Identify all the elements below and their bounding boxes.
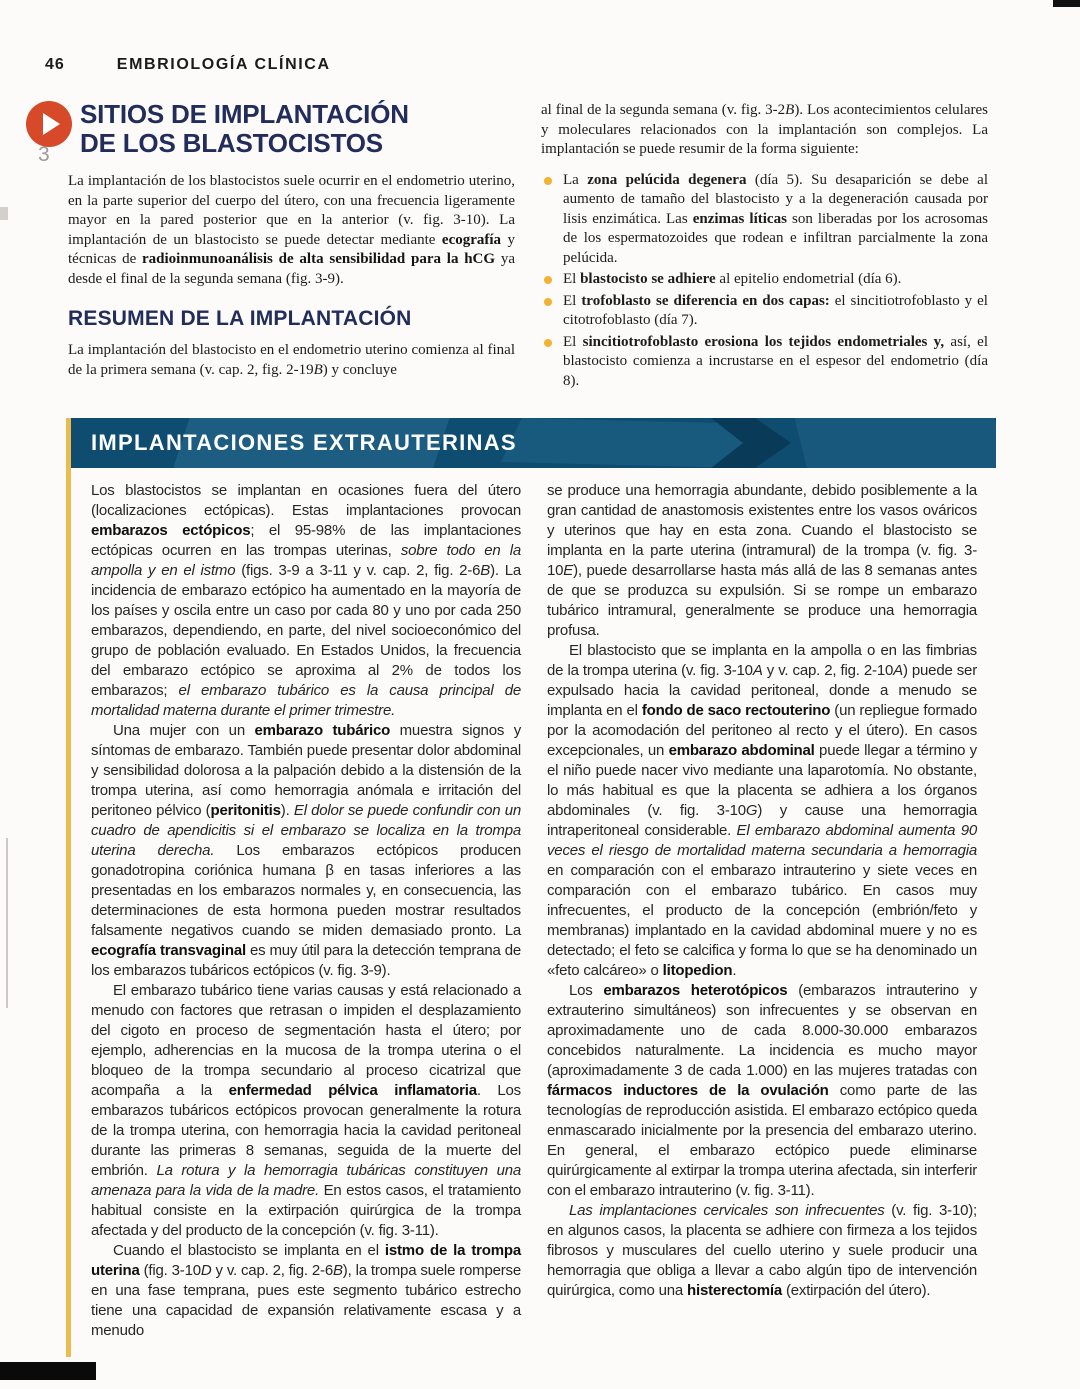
scan-mark-top-right: [1053, 0, 1080, 7]
section-title-summary: RESUMEN DE LA IMPLANTACIÓN: [68, 307, 412, 330]
bullet-item: [541, 292, 988, 331]
right-column: [541, 100, 988, 393]
scan-mark-bottom-left: [0, 1362, 96, 1380]
paragraph-implantation-sites: La implantación de los blastocistos suele ocurrir en el endometrio uterino, en la parte superior del cuerpo del útero, con una frecuencia ligeramente mayor en la pared posterior que en la anterior (v. fig. 3-10). La implantación de un blastocisto se puede detectar mediante ecografía y técnicas de radioinmunoanálisis de alta sensibilidad para la hCG ya desde el final de la segunda semana (fig. 3-9).: [68, 173, 515, 287]
top-columns: [68, 100, 988, 393]
section-title-line1: SITIOS DE IMPLANTACIÓN: [80, 99, 409, 129]
box-paragraph: Cuando el blastocisto se implanta en el istmo de la trompa uterina (fig. 3-10D y v. cap. 2, fig. 2-6B), la trompa suele romperse en una fase temprana, pues este segmento tubárico estrecho tiene una capacidad de expansión relativamente escasa y a menudo: [91, 1242, 521, 1339]
play-icon: [26, 101, 72, 147]
box-paragraph: Los blastocistos se implantan en ocasiones fuera del útero (localizaciones ectópicas). Estas implantaciones provocan embarazos ectópicos; el 95-98% de las implantaciones ectópicas ocurren en las trompas uterinas, sobre todo en la ampolla y en el istmo (figs. 3-9 a 3-11 y v. cap. 2, fig. 2-6B). La incidencia de embarazo ectópico ha aumentado en la mayoría de los países y oscila entre un caso por cada 80 y uno por cada 250 embarazos, dependiendo, en parte, del nivel socioeconómico del grupo de población evaluado. En Estados Unidos, la frecuencia del embarazo ectópico se aproxima al 2% de todos los embarazos; el embarazo tubárico es la causa principal de mortalidad materna durante el primer trimestre.: [91, 482, 522, 719]
bullet-item: [541, 333, 988, 392]
scan-artifact: [6, 838, 8, 1008]
section-title-line2: DE LOS BLASTOCISTOS: [80, 128, 383, 158]
bullet-text: La zona pelúcida degenera (día 5). Su desaparición se debe al aumento de tamaño del blastocisto y a la degeneración causada por lisis enzimática. Las enzimas líticas son liberadas por los acrosomas de los espermatozoides que rodean e infiltran parcialmente la zona pelúcida.: [563, 171, 989, 266]
bullet-text: El trofoblasto se diferencia en dos capas: el sincitiotrofoblasto y el citotrofoblasto (día 7).: [563, 292, 988, 328]
box-right-column: [547, 481, 977, 1341]
bullet-dot-icon: [544, 298, 552, 306]
box-columns: [71, 468, 996, 1357]
page-header: [45, 56, 331, 74]
left-column: [68, 100, 515, 393]
bullet-dot-icon: [544, 276, 552, 284]
chapter-number: 3: [38, 143, 50, 166]
bullet-text: El blastocisto se adhiere al epitelio endometrial (día 6).: [563, 271, 902, 287]
box-paragraph: Los embarazos heterotópicos (embarazos intrauterino y extrauterino simultáneos) son infrecuentes y se observan en aproximadamente uno de cada 8.000-30.000 embarazos concebidos naturalmente. La incidencia es mucho mayor (aproximadamente 3 de cada 1.000) en las mujeres tratadas con fármacos inductores de la ovulación como parte de las tecnologías de reproducción asistida. El embarazo ectópico queda enmascarado inicialmente por la presencia del embarazo uterino. En general, el embarazo ectópico puede eliminarse quirúrgicamente al extirpar la trompa uterina afectada, sin interferir con el embarazo intrauterino (v. fig. 3-11).: [547, 982, 977, 1199]
page-number: 46: [45, 56, 65, 73]
running-head: EMBRIOLOGÍA CLÍNICA: [116, 56, 331, 73]
bullet-item: [541, 171, 988, 269]
section-title-implantation-sites: [80, 100, 515, 158]
box-header-band: [71, 418, 996, 468]
box-paragraph: Las implantaciones cervicales son infrecuentes (v. fig. 3-10); en algunos casos, la placenta se adhiere con firmeza a los tejidos fibrosos y musculares del cuello uterino y suele producir una hemorragia que obliga a llevar a cabo algún tipo de intervención quirúrgica, como una histerectomía (extirpación del útero).: [547, 1202, 977, 1299]
extrauterine-implantations-box: [66, 418, 996, 1357]
scan-artifact: [0, 207, 8, 220]
box-title: IMPLANTACIONES EXTRAUTERINAS: [91, 430, 517, 455]
box-paragraph: se produce una hemorragia abundante, debido posiblemente a la gran cantidad de anastomosis existentes entre los vasos ováricos y uterinos que hay en esta zona. Cuando el blastocisto se implanta en la parte uterina (intramural) de la trompa (v. fig. 3-10E), puede desarrollarse hasta más allá de las 8 semanas antes de que se produzca su expulsión. Si se rompe un embarazo tubárico intramural, generalmente se produce una hemorragia profusa.: [547, 482, 977, 639]
box-paragraph: El embarazo tubárico tiene varias causas y está relacionado a menudo con factores que retrasan o impiden el desplazamiento del cigoto en proceso de segmentación hasta el útero; por ejemplo, adherencias en la mucosa de la trompa uterina o el bloqueo de la trompa secundario al proceso cicatrizal que acompaña a la enfermedad pélvica inflamatoria. Los embarazos tubáricos ectópicos provocan generalmente la rotura de la trompa uterina, con hemorragia hacia la cavidad peritoneal durante las primeras 8 semanas, seguida de la muerte del embrión. La rotura y la hemorragia tubáricas constituyen una amenaza para la vida de la madre. En estos casos, el tratamiento habitual consiste en la extirpación quirúrgica de la trompa afectada y del producto de la concepción (v. fig. 3-11).: [91, 982, 522, 1239]
bullet-text: El sincitiotrofoblasto erosiona los tejidos endometriales y, así, el blastocisto comienza a incrustarse en el espesor del endometrio (día 8).: [563, 333, 988, 389]
play-triangle-icon: [43, 113, 60, 135]
box-paragraph: El blastocisto que se implanta en la ampolla o en las fimbrias de la trompa uterina (v. fig. 3-10A y v. cap. 2, fig. 2-10A) puede ser expulsado hacia la cavidad peritoneal, donde a menudo se implanta en el fondo de saco rectouterino (un repliegue formado por la acomodación del peritoneo al recto y el útero). En casos excepcionales, un embarazo abdominal puede llegar a término y el niño puede nacer vivo mediante una laparotomía. No obstante, lo más habitual es que la placenta se adhiera a los órganos abdominales (v. fig. 3-10G) y cause una hemorragia intraperitoneal considerable. El embarazo abdominal aumenta 90 veces el riesgo de mortalidad materna secundaria a hemorragia en comparación con el embarazo intrauterino y siete veces en comparación con el embarazo tubárico. En casos muy infrecuentes, el producto de la concepción (embrión/feto y membranas) implantado en la cavidad abdominal muere y no es detectado; el feto se calcifica y forma lo que se ha denominado un «feto calcáreo» o litopedion.: [547, 642, 978, 979]
box-paragraph: Una mujer con un embarazo tubárico muestra signos y síntomas de embarazo. También puede presentar dolor abdominal y sensibilidad dolorosa a la palpación debido a la distensión de la trompa uterina, así como hemorragia anómala e irritación del peritoneo pélvico (peritonitis). El dolor se puede confundir con un cuadro de apendicitis si el embarazo se localiza en la trompa uterina derecha. Los embarazos ectópicos producen gonadotropina coriónica humana β en tasas inferiores a las presentadas en los embarazos normales y, en consecuencia, las determinaciones de esta hormona pueden mostrar resultados falsamente negativos cuando se miden demasiado pronto. La ecografía transvaginal es muy útil para la detección temprana de los embarazos tubáricos ectópicos (v. fig. 3-9).: [91, 722, 522, 979]
paragraph-summary-start: La implantación del blastocisto en el endometrio uterino comienza al final de la primera semana (v. cap. 2, fig. 2-19B) y concluye: [68, 342, 515, 378]
bullet-dot-icon: [544, 177, 552, 185]
bullet-item: [541, 270, 988, 290]
paragraph-summary-continued: al final de la segunda semana (v. fig. 3-2B). Los acontecimientos celulares y moleculares relacionados con la implantación son complejos. La implantación se puede resumir de la forma siguiente:: [541, 102, 988, 157]
bullet-dot-icon: [544, 339, 552, 347]
summary-bullet-list: [541, 171, 988, 392]
box-left-column: [91, 481, 521, 1341]
